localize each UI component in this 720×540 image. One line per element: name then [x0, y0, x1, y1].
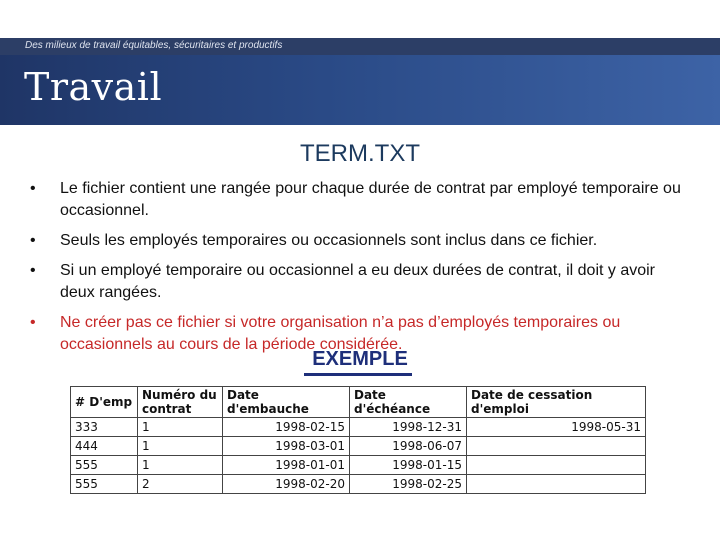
- slide-title: TERM.TXT: [300, 140, 420, 167]
- table-header-row: [71, 387, 646, 418]
- header-banner: [0, 55, 720, 125]
- bullet-dot-icon: •: [30, 232, 36, 249]
- bullet-text: Le fichier contient une rangée pour chaque durée de contrat par employé temporaire ou occasionnel.: [60, 180, 681, 219]
- bullet-item-3: [30, 260, 690, 304]
- header-expiry-date: Date d'échéance: [350, 387, 467, 418]
- tagline-text: Des milieux de travail équitables, sécuritaires et productifs: [25, 40, 283, 51]
- top-tagline-bar: [0, 38, 720, 55]
- cell-emp: 333: [71, 418, 138, 437]
- cell-termination-date: [467, 437, 646, 456]
- bullet-dot-icon: •: [30, 314, 36, 331]
- example-underline: [304, 373, 412, 376]
- bullet-dot-icon: •: [30, 262, 36, 279]
- cell-termination-date: 1998-05-31: [467, 418, 646, 437]
- brand-logo-text: Travail: [24, 65, 163, 109]
- cell-contract: 1: [138, 437, 223, 456]
- cell-expiry-date: 1998-02-25: [350, 475, 467, 494]
- header-hire-date: Date d'embauche: [223, 387, 350, 418]
- header-termination-date: Date de cessation d'emploi: [467, 387, 646, 418]
- cell-emp: 555: [71, 475, 138, 494]
- cell-emp: 555: [71, 456, 138, 475]
- cell-hire-date: 1998-01-01: [223, 456, 350, 475]
- cell-hire-date: 1998-03-01: [223, 437, 350, 456]
- cell-expiry-date: 1998-06-07: [350, 437, 467, 456]
- table-row: [71, 456, 646, 475]
- cell-termination-date: [467, 456, 646, 475]
- table-row: [71, 475, 646, 494]
- cell-expiry-date: 1998-12-31: [350, 418, 467, 437]
- bullet-list: [30, 178, 690, 364]
- bullet-item-2: [30, 230, 690, 252]
- cell-hire-date: 1998-02-15: [223, 418, 350, 437]
- example-label: EXEMPLE: [312, 348, 408, 370]
- table-row: [71, 437, 646, 456]
- bullet-item-1: [30, 178, 690, 222]
- cell-contract: 1: [138, 418, 223, 437]
- cell-hire-date: 1998-02-20: [223, 475, 350, 494]
- header-emp-number: # D'emp: [71, 387, 138, 418]
- bullet-dot-icon: •: [30, 180, 36, 197]
- bullet-text: Seuls les employés temporaires ou occasionnels sont inclus dans ce fichier.: [60, 232, 598, 249]
- bullet-text: Ne créer pas ce fichier si votre organisation n’a pas d’employés temporaires ou occasionnels au cours de la période considérée.: [60, 314, 621, 353]
- cell-contract: 1: [138, 456, 223, 475]
- cell-expiry-date: 1998-01-15: [350, 456, 467, 475]
- cell-termination-date: [467, 475, 646, 494]
- cell-contract: 2: [138, 475, 223, 494]
- table-row: [71, 418, 646, 437]
- cell-emp: 444: [71, 437, 138, 456]
- header-contract-number: Numéro du contrat: [138, 387, 223, 418]
- example-table: [70, 386, 646, 494]
- bullet-text: Si un employé temporaire ou occasionnel a eu deux durées de contrat, il doit y avoir deux rangées.: [60, 262, 656, 301]
